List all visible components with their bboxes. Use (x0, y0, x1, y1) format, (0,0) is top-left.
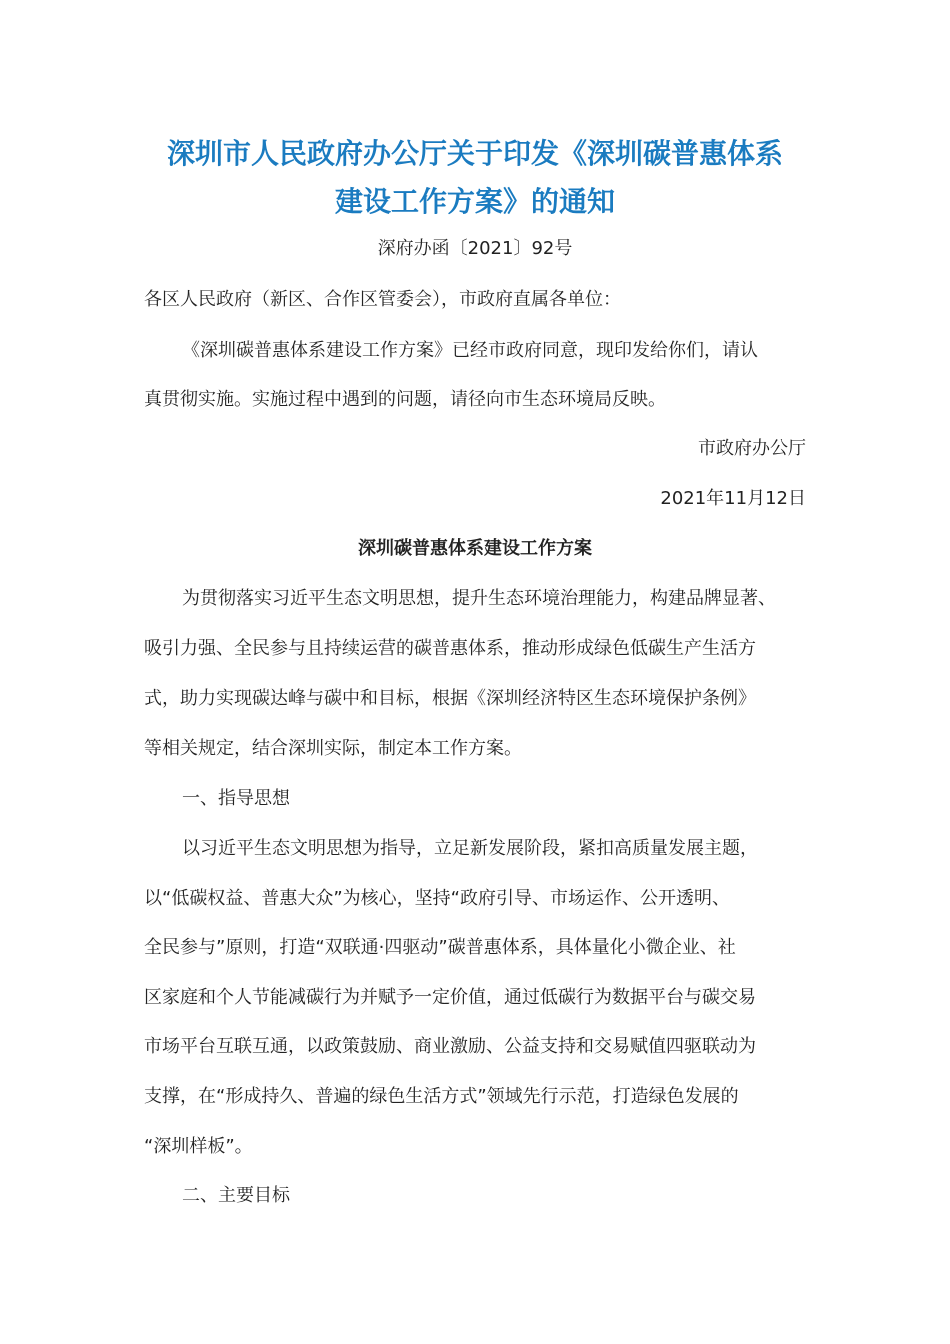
plan-intro-line: 为贯彻落实习近平生态文明思想，提升生态环境治理能力，构建品牌显著、 (182, 588, 776, 609)
section1-body-line: “深圳样板”。 (144, 1136, 253, 1157)
issue-date: 2021年11月12日 (660, 488, 806, 509)
document-number: 深府办函〔2021〕92号 (377, 238, 573, 259)
notice-title-line-2: 建设工作方案》的通知 (334, 185, 615, 218)
section-heading-guiding-thought: 一、指导思想 (182, 788, 290, 809)
notice-body-line: 真贯彻实施。实施过程中遇到的问题，请径向市生态环境局反映。 (144, 389, 666, 410)
section1-body-line: 全民参与”原则，打造“双联通·四驱动”碳普惠体系，具体量化小微企业、社 (144, 937, 736, 958)
plan-intro-line: 等相关规定，结合深圳实际，制定本工作方案。 (144, 738, 522, 759)
addressee: 各区人民政府（新区、合作区管委会），市政府直属各单位： (144, 289, 621, 310)
section1-body-line: 以“低碳权益、普惠大众”为核心，坚持“政府引导、市场运作、公开透明、 (144, 888, 730, 909)
issuer-signature: 市政府办公厅 (698, 438, 806, 459)
section1-body-line: 市场平台互联互通，以政策鼓励、商业激励、公益支持和交易赋值四驱联动为 (144, 1036, 756, 1057)
section1-body-line: 区家庭和个人节能减碳行为并赋予一定价值，通过低碳行为数据平台与碳交易 (144, 987, 756, 1008)
section1-body-line: 以习近平生态文明思想为指导，立足新发展阶段，紧扣高质量发展主题， (182, 838, 758, 859)
notice-title-line-1: 深圳市人民政府办公厅关于印发《深圳碳普惠体系 (166, 137, 783, 170)
section-heading-main-goals: 二、主要目标 (182, 1185, 290, 1206)
plan-intro-line: 吸引力强、全民参与且持续运营的碳普惠体系，推动形成绿色低碳生产生活方 (144, 638, 756, 659)
notice-body-line: 《深圳碳普惠体系建设工作方案》已经市政府同意，现印发给你们，请认 (182, 340, 758, 361)
plan-intro-line: 式，助力实现碳达峰与碳中和目标，根据《深圳经济特区生态环境保护条例》 (144, 688, 756, 709)
plan-title: 深圳碳普惠体系建设工作方案 (358, 538, 592, 559)
section1-body-line: 支撑，在“形成持久、普遍的绿色生活方式”领域先行示范，打造绿色发展的 (144, 1086, 739, 1107)
